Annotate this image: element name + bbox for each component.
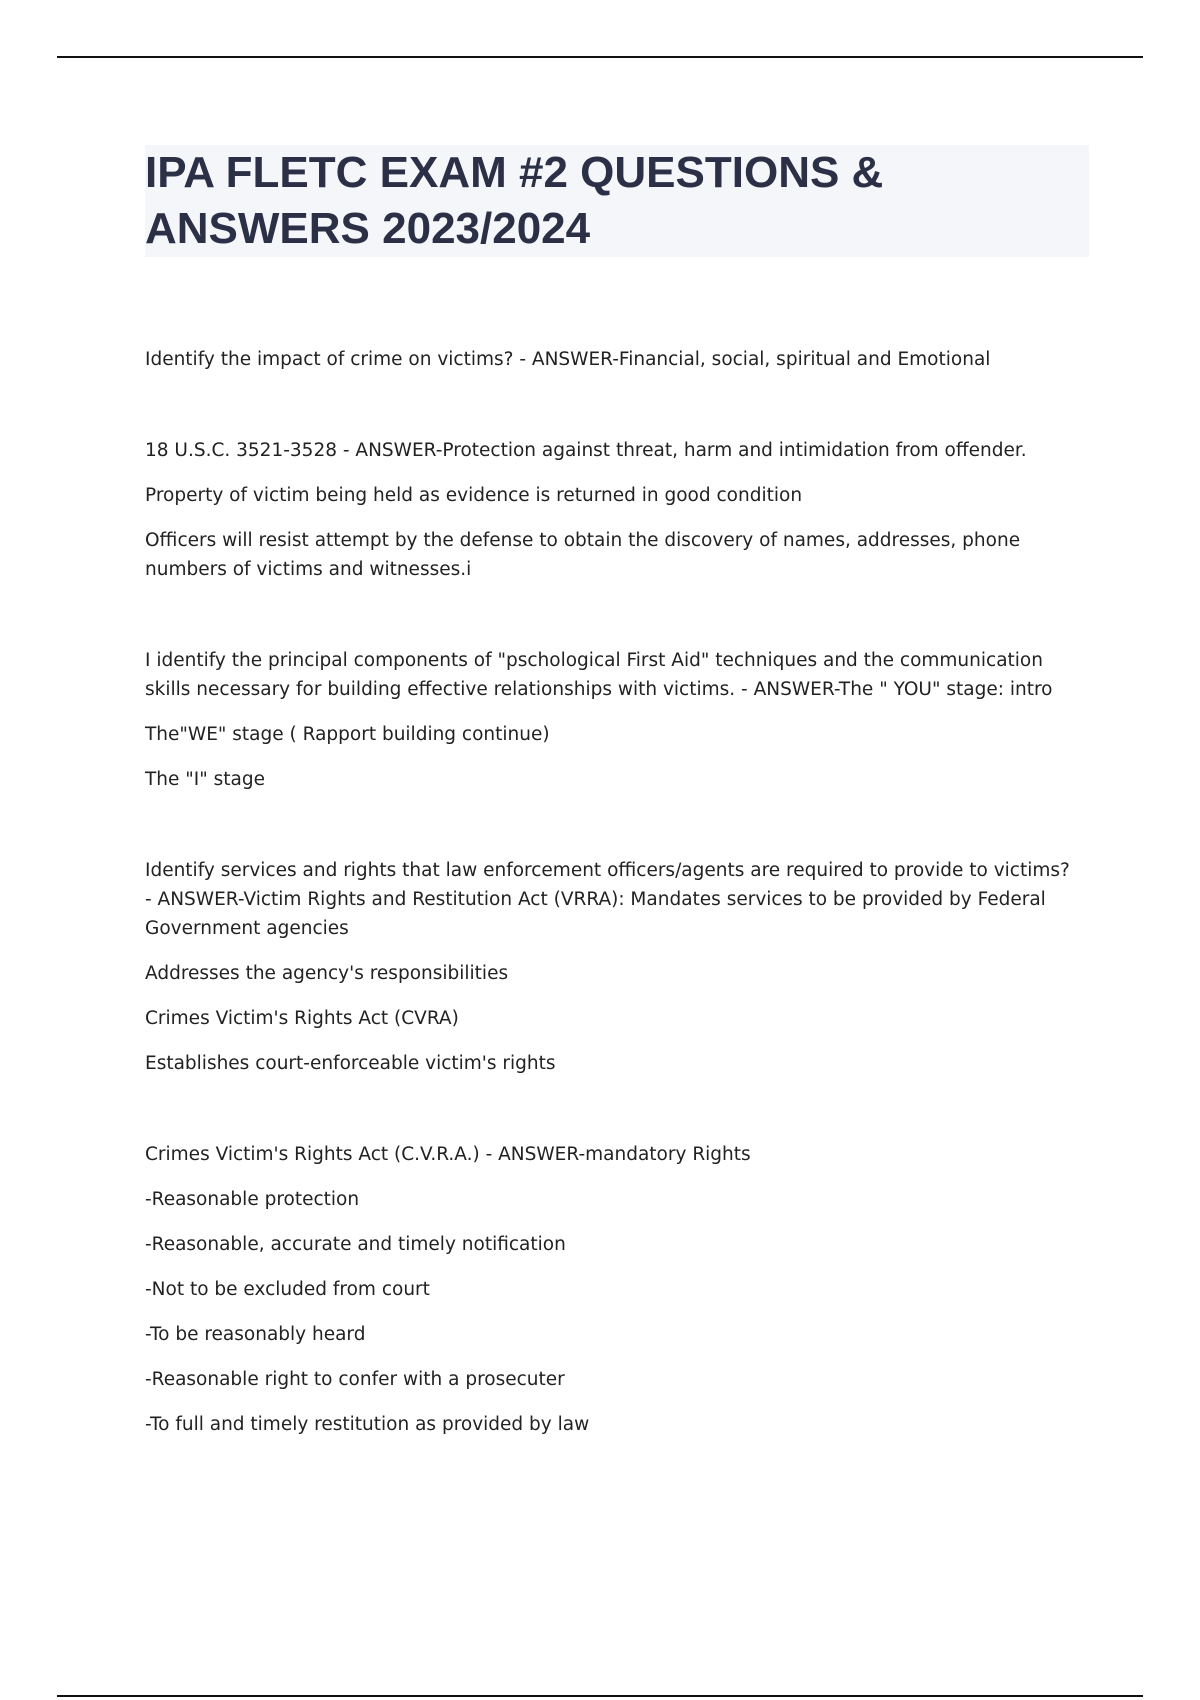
qa-5-answer-line: -Not to be excluded from court (145, 1279, 430, 1300)
qa-2-answer-line: Property of victim being held as evidence is returned in good condition (145, 485, 803, 506)
qa-2-answer-line: Officers will resist attempt by the defense to obtain the discovery of names, addresses, phone numbers of victims and witnesses.i (145, 530, 1021, 580)
qa-item-5 (145, 1140, 1080, 1439)
bottom-rule (57, 1695, 1143, 1697)
qa-5-question-answer: Crimes Victim's Rights Act (C.V.R.A.) - ANSWER-mandatory Rights (145, 1144, 751, 1165)
qa-5-answer-line: -Reasonable right to confer with a prosecuter (145, 1369, 565, 1390)
qa-1-question-answer: Identify the impact of crime on victims? - ANSWER-Financial, social, spiritual and Emotional (145, 349, 991, 370)
qa-item-3 (145, 646, 1080, 794)
qa-5-answer-line: -To be reasonably heard (145, 1324, 366, 1345)
qa-item-2 (145, 436, 1080, 584)
qa-item-1 (145, 345, 1080, 374)
document-title: IPA FLETC EXAM #2 QUESTIONS & ANSWERS 2023/2024 (145, 148, 884, 253)
qa-5-answer-line: -Reasonable, accurate and timely notification (145, 1234, 566, 1255)
qa-3-answer-line: The "I" stage (145, 769, 265, 790)
qa-5-answer-line: -To full and timely restitution as provided by law (145, 1414, 590, 1435)
qa-4-answer-line: Addresses the agency's responsibilities (145, 963, 509, 984)
qa-5-answer-line: -Reasonable protection (145, 1189, 360, 1210)
qa-4-answer-line: Crimes Victim's Rights Act (CVRA) (145, 1008, 459, 1029)
qa-4-answer-line: Establishes court-enforceable victim's rights (145, 1053, 556, 1074)
qa-item-4 (145, 856, 1080, 1078)
qa-3-question-answer: I identify the principal components of "pschological First Aid" techniques and the communication skills necessary for building effective relationships with victims. - ANSWER-The " YOU" stage: intro (145, 650, 1053, 700)
qa-3-answer-line: The"WE" stage ( Rapport building continue) (145, 724, 550, 745)
document-body (145, 345, 1080, 1439)
qa-4-question-answer: Identify services and rights that law enforcement officers/agents are required to provide to victims? - ANSWER-Victim Rights and Restitution Act (VRRA): Mandates services to be provided by Federal Government agencies (145, 860, 1070, 939)
top-rule (57, 56, 1143, 58)
qa-2-question-answer: 18 U.S.C. 3521-3528 - ANSWER-Protection against threat, harm and intimidation from offender. (145, 440, 1027, 461)
